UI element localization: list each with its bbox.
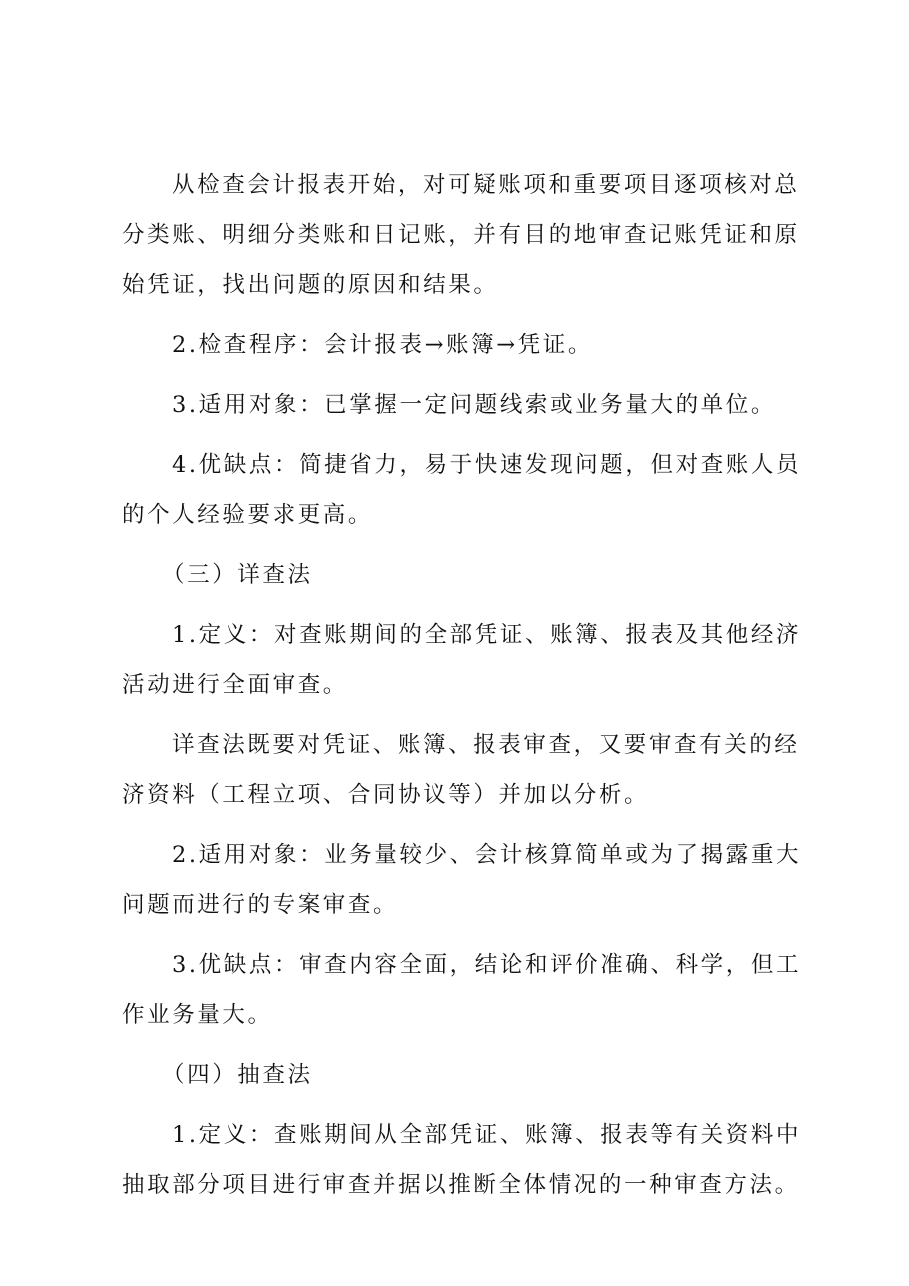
text-line: 4.优缺点：简捷省力，易于快速发现问题，但对查账人员 (172, 452, 802, 478)
heading-text: （四）抽查法 (162, 1062, 313, 1088)
text-line: 详查法既要对凭证、账簿、报表审查，又要审查有关的经 (172, 732, 800, 758)
text-line: 1.定义：对查账期间的全部凭证、账簿、报表及其他经济 (172, 622, 802, 648)
text-line: 1.定义：查账期间从全部凭证、账簿、报表等有关资料中 (172, 1122, 802, 1148)
paragraph-8 (122, 940, 802, 1040)
text-line: 的个人经验要求更高。 (122, 502, 374, 528)
text-line: 从检查会计报表开始，对可疑账项和重要项目逐项核对总 (172, 172, 800, 198)
document-body (122, 160, 802, 1220)
section-heading-3 (122, 550, 802, 600)
paragraph-5 (122, 610, 802, 710)
text-line: 问题而进行的专案审查。 (122, 892, 399, 918)
paragraph-3 (122, 380, 802, 430)
text-line: 2.适用对象：业务量较少、会计核算简单或为了揭露重大 (172, 842, 802, 868)
paragraph-9 (122, 1110, 802, 1210)
text-line: 活动进行全面审查。 (122, 672, 348, 698)
text-line: 3.适用对象：已掌握一定问题线索或业务量大的单位。 (172, 392, 776, 418)
text-line: 济资料（工程立项、合同协议等）并加以分析。 (122, 782, 650, 808)
paragraph-1 (122, 160, 802, 310)
paragraph-4 (122, 440, 802, 540)
heading-text: （三）详查法 (162, 562, 313, 588)
text-line: 2.检查程序：会计报表→账簿→凭证。 (172, 332, 593, 358)
text-line: 3.优缺点：审查内容全面，结论和评价准确、科学，但工 (172, 952, 802, 978)
paragraph-6 (122, 720, 802, 820)
text-line: 始凭证，找出问题的原因和结果。 (122, 272, 499, 298)
paragraph-2 (122, 320, 802, 370)
text-line: 抽取部分项目进行审查并据以推断全体情况的一种审查方法。 (122, 1172, 800, 1198)
section-heading-4 (122, 1050, 802, 1100)
text-line: 分类账、明细分类账和日记账，并有目的地审查记账凭证和原 (122, 222, 800, 248)
paragraph-7 (122, 830, 802, 930)
text-line: 作业务量大。 (122, 1002, 273, 1028)
